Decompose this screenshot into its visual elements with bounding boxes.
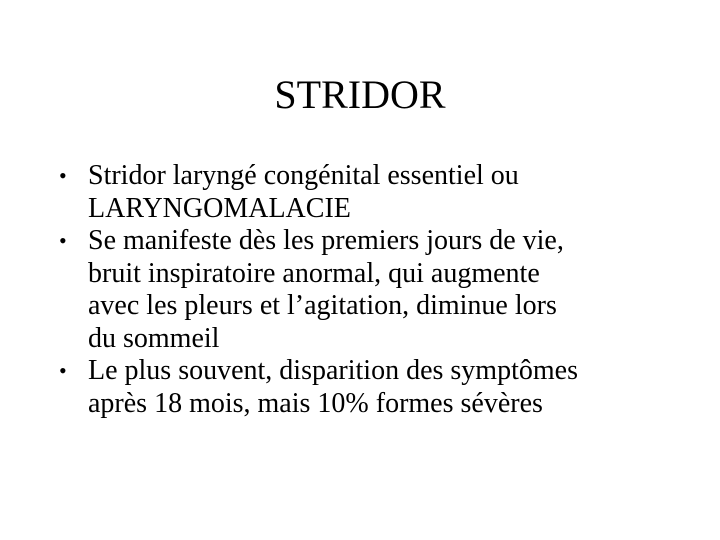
bullet-item [55, 355, 675, 420]
bullet-text-line: LARYNGOMALACIE [88, 192, 351, 224]
bullet-icon: • [59, 358, 67, 383]
bullet-text-line: bruit inspiratoire anormal, qui augmente [88, 257, 540, 289]
bullet-text-line: Stridor laryngé congénital essentiel ou [88, 160, 519, 191]
bullet-text-line: avec les pleurs et l’agitation, diminue lors [88, 290, 557, 321]
bullet-item [55, 225, 675, 355]
slide-title: STRIDOR [274, 72, 446, 117]
bullet-icon: • [59, 228, 67, 253]
bullet-text-line: du sommeil [88, 322, 220, 354]
bullet-text-line: après 18 mois, mais 10% formes sévères [88, 387, 543, 419]
bullet-text-line: Le plus souvent, disparition des symptômes [88, 355, 578, 386]
bullet-icon: • [59, 163, 67, 188]
bullet-text-line: Se manifeste dès les premiers jours de vie, [88, 225, 564, 256]
bullet-list [55, 160, 675, 420]
bullet-item [55, 160, 675, 225]
